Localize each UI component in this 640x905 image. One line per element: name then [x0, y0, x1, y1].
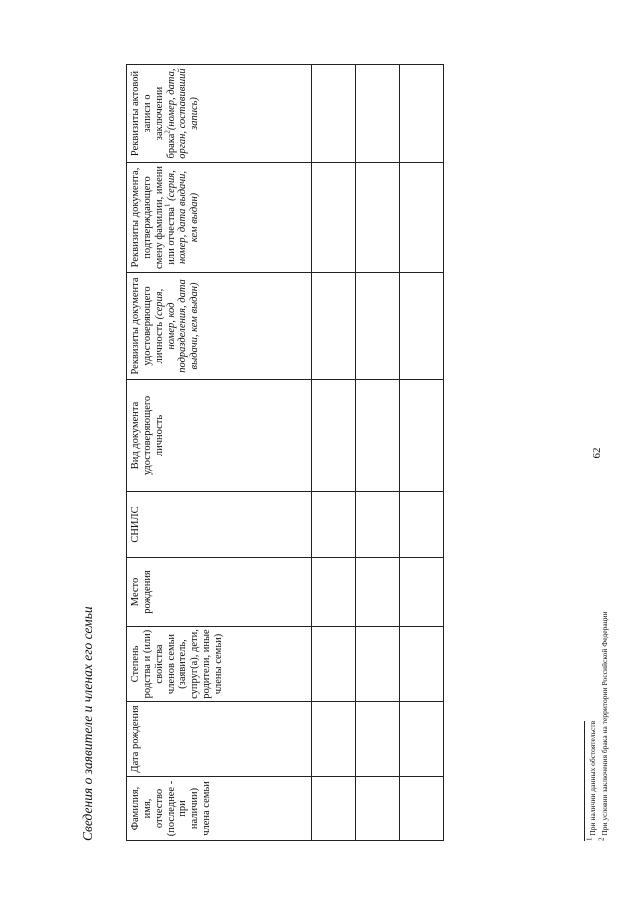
table-cell[interactable] [312, 777, 356, 841]
table-cell[interactable] [312, 492, 356, 558]
page-number: 62 [591, 447, 603, 459]
table-cell[interactable] [312, 65, 356, 163]
footnote-divider [584, 721, 585, 841]
table-cell[interactable] [312, 558, 356, 627]
header-cell: Вид документа удостоверяющего личность [127, 380, 312, 492]
table-cell[interactable] [356, 380, 400, 492]
header-cell: Реквизиты документа, подтверждающего смену фамилии, имени или отчества$^1$ (серия, номер, дата выдачи, кем выдан) [127, 163, 312, 273]
table-cell[interactable] [356, 627, 400, 702]
table-cell[interactable] [312, 273, 356, 380]
table-cell[interactable] [312, 702, 356, 777]
table-cell[interactable] [400, 380, 444, 492]
footnote: $^2$ При условии заключения брака на территории Российской Федерации [597, 611, 609, 841]
page-title: Сведения о заявителе и членах его семьи [80, 606, 95, 841]
table-row [312, 65, 356, 841]
table-cell[interactable] [400, 558, 444, 627]
table-cell[interactable] [400, 627, 444, 702]
table-cell[interactable] [400, 65, 444, 163]
header-cell: Реквизиты документа удостоверяющего личность (серия, номер, код подразделения, дата выдачи, кем выдан) [127, 273, 312, 380]
table-cell[interactable] [356, 65, 400, 163]
table-cell[interactable] [312, 163, 356, 273]
table-cell[interactable] [400, 777, 444, 841]
table-cell[interactable] [356, 273, 400, 380]
header-cell: Степень родства и (или) свойства членов семьи (заявитель, супруг(а), дети, родители, иные члены семьи) [127, 627, 312, 702]
table-row [356, 65, 400, 841]
header-cell: Фамилия, имя, отчество (последнее - при наличии) члена семьи [127, 777, 312, 841]
table-cell[interactable] [312, 627, 356, 702]
table-cell[interactable] [400, 273, 444, 380]
table-cell[interactable] [356, 492, 400, 558]
table-cell[interactable] [400, 163, 444, 273]
header-cell: Дата рождения [127, 702, 312, 777]
table-header-row [127, 65, 312, 841]
footnote: $^1$ При наличии данных обстоятельств [585, 720, 597, 841]
family-info-table [126, 64, 444, 841]
header-cell: Место рождения [127, 558, 312, 627]
table-cell[interactable] [400, 702, 444, 777]
table-cell[interactable] [356, 702, 400, 777]
table-cell[interactable] [356, 558, 400, 627]
header-cell: Реквизиты актовой записи о заключении брака$^2$(номер, дата, орган, составивший запись) [127, 65, 312, 163]
table-row [400, 65, 444, 841]
header-cell: СНИЛС [127, 492, 312, 558]
table-cell[interactable] [356, 163, 400, 273]
table-cell[interactable] [356, 777, 400, 841]
table-cell[interactable] [312, 380, 356, 492]
table-cell[interactable] [400, 492, 444, 558]
